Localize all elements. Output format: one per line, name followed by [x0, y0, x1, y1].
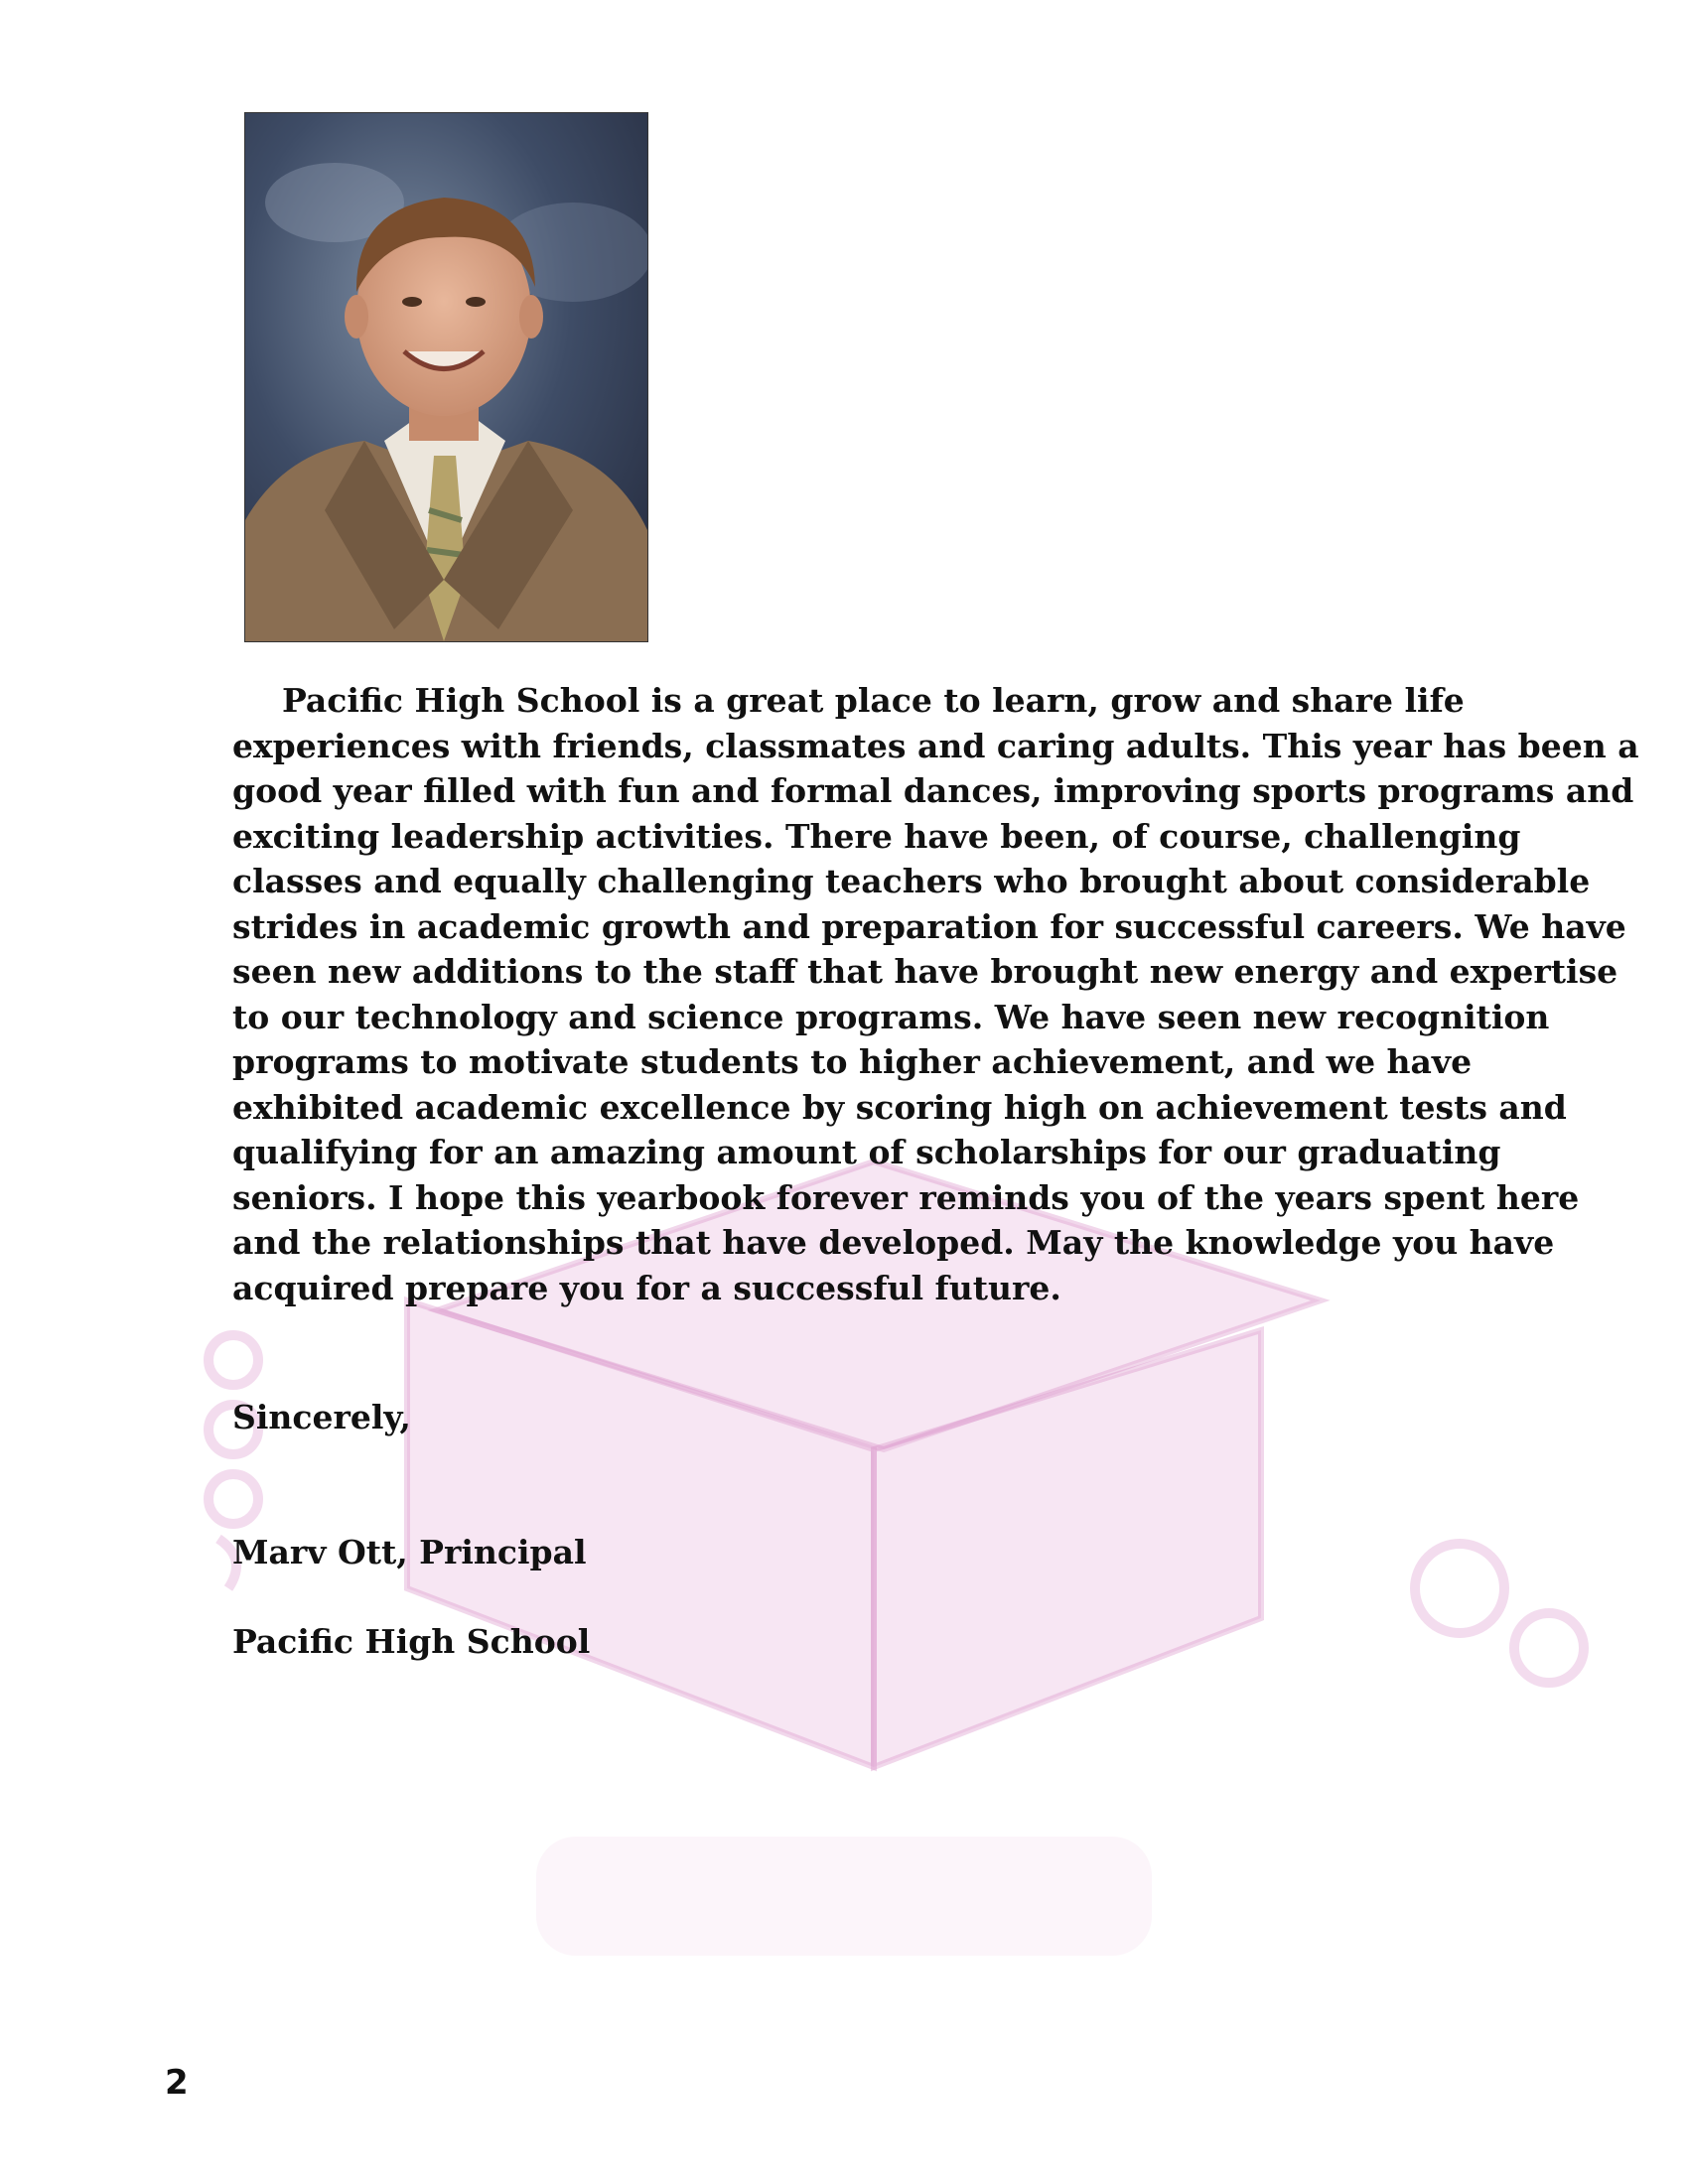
- salutation: Sincerely,: [232, 1398, 411, 1436]
- page-number: 2: [165, 2063, 189, 2103]
- school-name: Pacific High School: [232, 1622, 591, 1661]
- principal-portrait: [244, 112, 648, 642]
- signature-name: Marv Ott, Principal: [232, 1533, 587, 1571]
- letter-body: Pacific High School is a great place to learn, grow and share life experiences with friends, classmates and caring adults. This year has been a good year filled with fun and formal dances, improving sports programs and exciting leadership activities. There have been, of course, challenging classes and equally challenging teachers who brought about considerable strides in academic growth and preparation for successful careers. We have seen new additions to the staff that have brought new energy and expertise to our technology and science programs. We have seen new recognition programs to motivate students to higher achievement, and we have exhibited academic excellence by scoring high on achievement tests and qualifying for an amazing amount of scholarships for our graduating seniors. I hope this yearbook forever reminds you of the years spent here and the relationships that have developed. May the knowledge you have acquired prepare you for a successful future.: [232, 681, 1639, 1307]
